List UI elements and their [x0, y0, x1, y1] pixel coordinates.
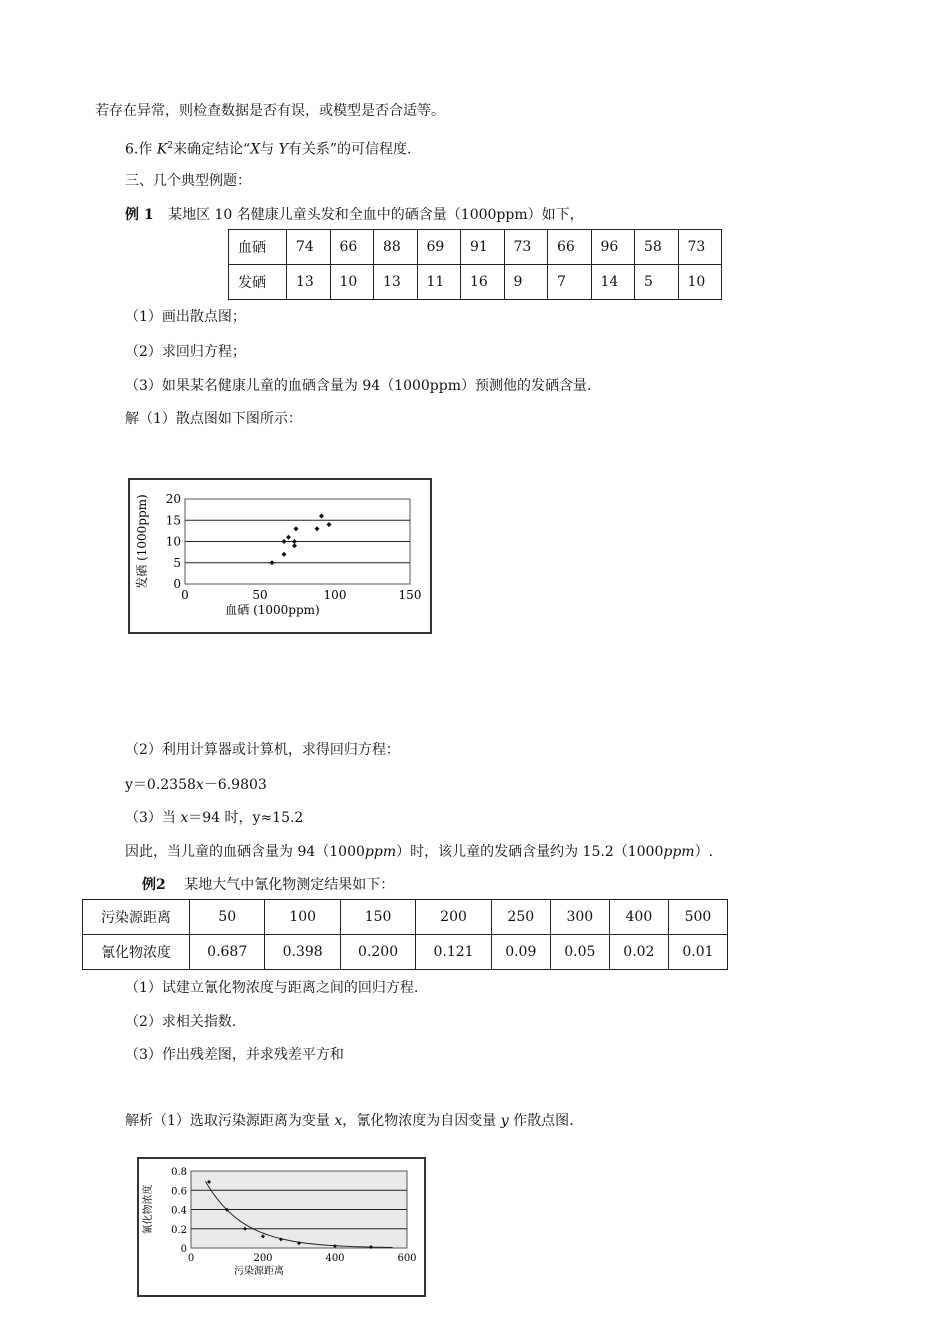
y-tick-label: 15 [165, 513, 181, 528]
y-tick-label: 0 [173, 577, 181, 591]
example-2-label: 例2 [142, 877, 166, 893]
conclusion: 因此，当儿童的血硒含量为 94（1000ppm）时，该儿童的发硒含量约为 15.2（1000ppm）. [125, 844, 714, 860]
chart-1 [128, 478, 432, 634]
table-cell: 10 [678, 265, 722, 300]
y-tick-label: 5 [173, 555, 181, 570]
example-2-text: 某地大气中氰化物测定结果如下： [184, 877, 395, 893]
chart-2-svg [139, 1159, 424, 1295]
x-tick-label: 200 [253, 1253, 273, 1264]
section-heading: 三、几个典型例题： [125, 173, 251, 189]
table-cell: 0.200 [340, 935, 415, 970]
solution-3: （3）当 x＝94 时，y≈15.2 [125, 810, 304, 826]
cyanide-table [82, 899, 728, 970]
table-cell: 0.05 [550, 935, 609, 970]
y-tick-label: 20 [165, 492, 181, 506]
problem-3: （3）作出残差图，并求残差平方和 [125, 1047, 344, 1063]
table-cell: 91 [461, 230, 505, 265]
table-cell: 5 [635, 265, 679, 300]
table-cell: 0.01 [668, 935, 727, 970]
table-row [83, 900, 728, 935]
table-cell: 66 [548, 230, 592, 265]
y-axis-label: 发硒 (1000ppm) [135, 494, 149, 589]
example-1-heading [125, 206, 584, 224]
y-tick-label: 0.8 [171, 1167, 187, 1178]
table-cell: 16 [461, 265, 505, 300]
table-row [229, 265, 722, 300]
example-1-label: 例 1 [125, 207, 154, 223]
y-tick-label: 0.6 [171, 1186, 187, 1198]
x-tick-label: 100 [323, 588, 347, 602]
table-cell: 0.687 [190, 935, 265, 970]
table-cell: 200 [416, 900, 491, 935]
x-tick-label: 600 [397, 1253, 417, 1264]
table-cell: 13 [287, 265, 331, 300]
paragraph-k2: 6.作 $K^2$来确定结论“X与 Y有关系”的可信程度. [125, 141, 412, 158]
table-cell: 50 [190, 900, 265, 935]
table-cell: 66 [330, 230, 374, 265]
x-tick-label: 50 [252, 588, 268, 602]
question-1: （1）画出散点图； [125, 309, 246, 325]
table-cell: 58 [635, 230, 679, 265]
x-axis-label: 血硒 (1000ppm) [225, 603, 320, 617]
y-tick-label: 0.2 [171, 1224, 187, 1236]
table-cell: 13 [374, 265, 418, 300]
table-cell: 73 [504, 230, 548, 265]
x-tick-label: 0 [181, 588, 189, 602]
table-cell: 400 [609, 900, 668, 935]
table-cell: 7 [548, 265, 592, 300]
question-2: （2）求回归方程； [125, 344, 246, 360]
table-cell: 96 [591, 230, 635, 265]
paragraph-anomaly: 若存在异常，则检查数据是否有误，或模型是否合适等。 [95, 103, 445, 119]
problem-2: （2）求相关指数. [125, 1014, 237, 1030]
table-cell: 69 [417, 230, 461, 265]
chart-1-svg [130, 480, 430, 632]
table-cell: 300 [550, 900, 609, 935]
selenium-table [228, 229, 722, 300]
table-row [83, 935, 728, 970]
table-cell: 74 [287, 230, 331, 265]
table-cell: 发硒 [229, 265, 287, 300]
x-tick-label: 0 [187, 1253, 195, 1264]
example-1-text: 某地区 10 名健康儿童头发和全血中的硒含量（1000ppm）如下， [168, 207, 584, 223]
table-cell: 73 [678, 230, 722, 265]
y-axis-label: 氰化物浓度 [143, 1184, 154, 1235]
x-tick-label: 150 [398, 588, 422, 602]
table-cell: 14 [591, 265, 635, 300]
table-cell: 100 [265, 900, 340, 935]
y-tick-label: 0.4 [171, 1205, 187, 1217]
solution-2: （2）利用计算器或计算机，求得回归方程： [125, 742, 400, 758]
table-row [229, 230, 722, 265]
table-cell: 血硒 [229, 230, 287, 265]
table-cell: 污染源距离 [83, 900, 190, 935]
regression-equation: y＝0.2358x－6.9803 [125, 777, 267, 793]
table-cell: 9 [504, 265, 548, 300]
chart-2 [137, 1157, 426, 1297]
x-axis-label: 污染源距离 [234, 1266, 284, 1277]
table-cell: 88 [374, 230, 418, 265]
table-cell: 0.09 [491, 935, 550, 970]
example-2-heading [142, 876, 394, 894]
question-3: （3）如果某名健康儿童的血硒含量为 94（1000ppm）预测他的发硒含量. [125, 378, 592, 394]
y-tick-label: 0 [180, 1244, 187, 1255]
analysis: 解析（1）选取污染源距离为变量 x，氰化物浓度为自因变量 y 作散点图. [125, 1113, 574, 1129]
table-cell: 0.121 [416, 935, 491, 970]
table-cell: 250 [491, 900, 550, 935]
table-cell: 150 [340, 900, 415, 935]
table-cell: 500 [668, 900, 727, 935]
y-tick-label: 10 [165, 534, 181, 549]
table-cell: 0.02 [609, 935, 668, 970]
solution-1: 解（1）散点图如下图所示： [125, 411, 302, 427]
table-cell: 氰化物浓度 [83, 935, 190, 970]
x-tick-label: 400 [325, 1253, 345, 1264]
table-cell: 10 [330, 265, 374, 300]
table-cell: 0.398 [265, 935, 340, 970]
problem-1: （1）试建立氰化物浓度与距离之间的回归方程. [125, 980, 419, 996]
table-cell: 11 [417, 265, 461, 300]
